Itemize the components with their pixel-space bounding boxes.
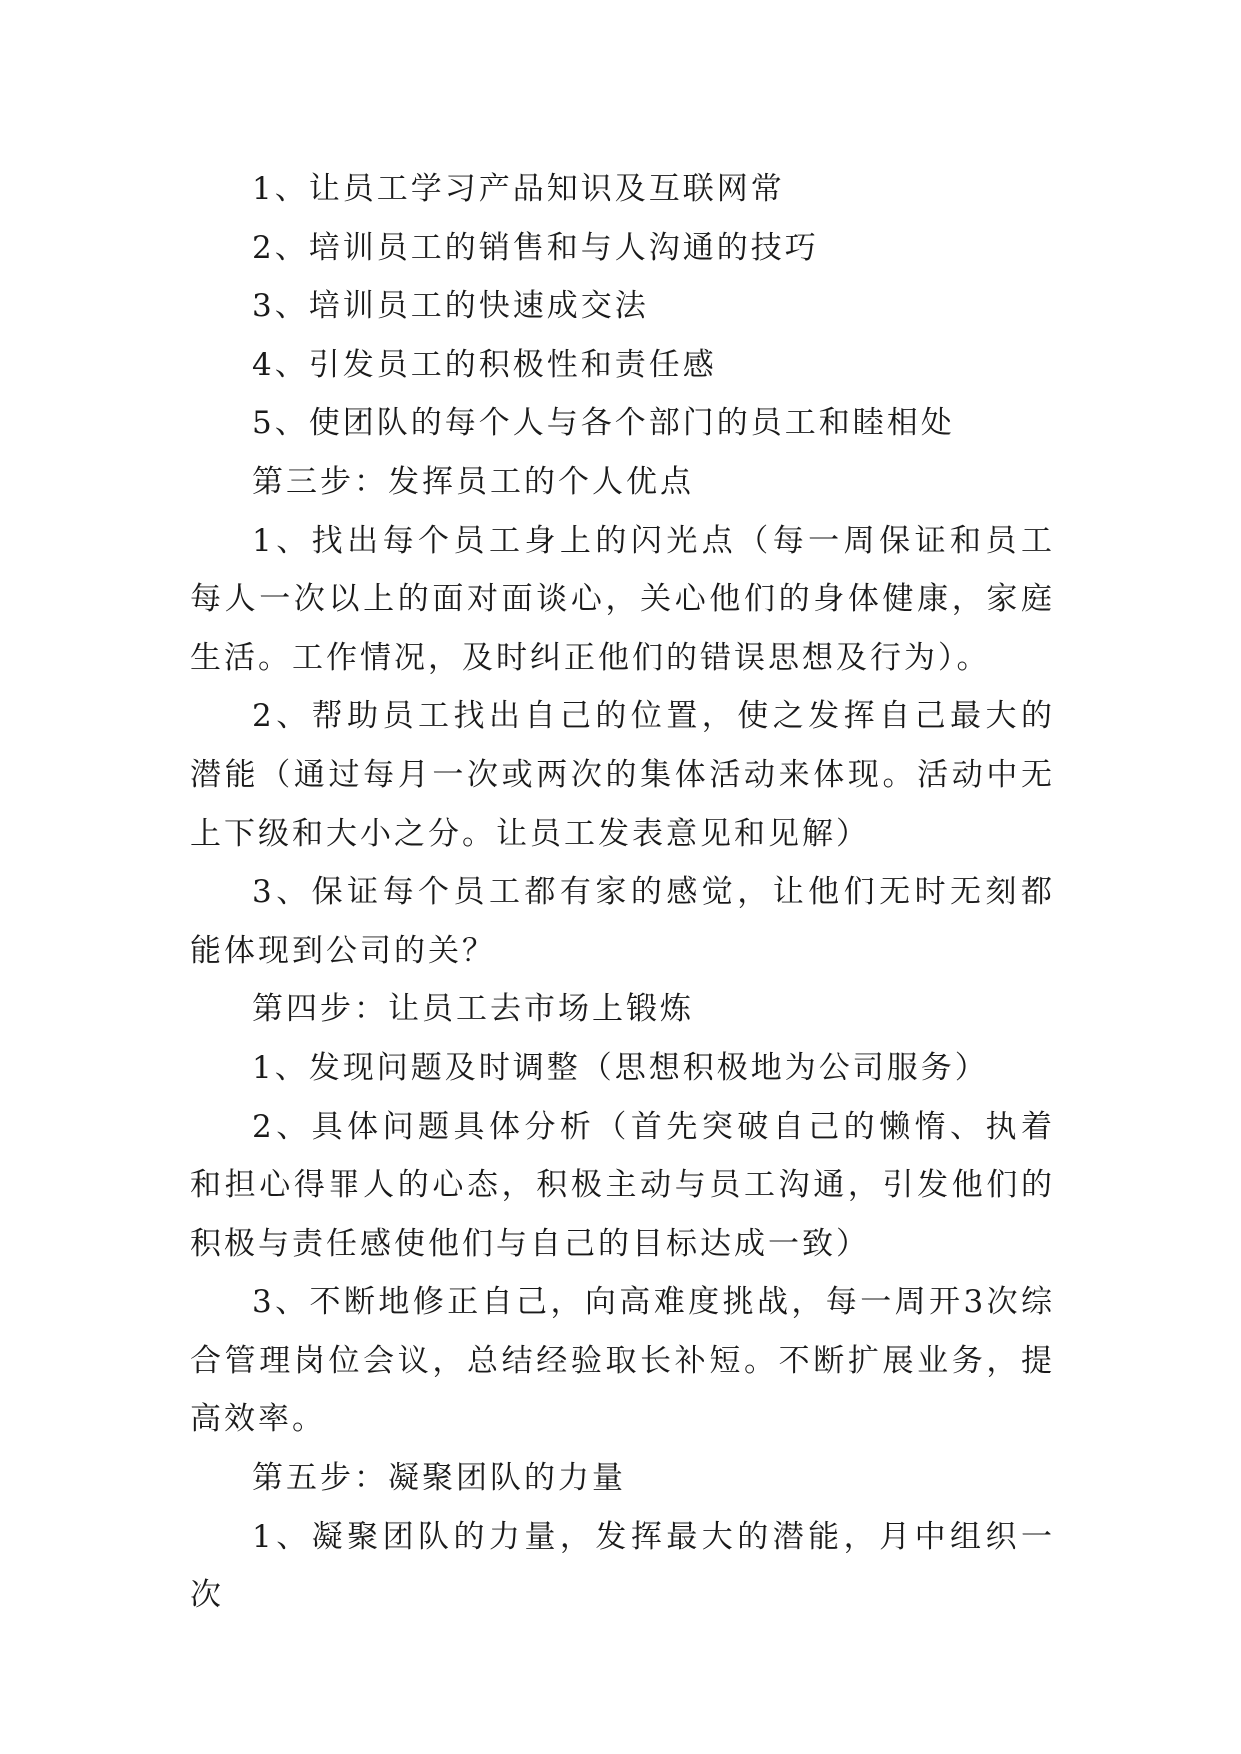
list-item-motivation: 4、引发员工的积极性和责任感 xyxy=(252,346,717,383)
section-heading-step-five: 第五步：凝聚团队的力量 xyxy=(252,1460,626,1497)
list-item-team-harmony: 5、使团队的每个人与各个部门的员工和睦相处 xyxy=(252,405,955,442)
section-heading-step-three: 第三步：发挥员工的个人优点 xyxy=(252,463,694,500)
section-heading-step-four: 第四步：让员工去市场上锻炼 xyxy=(252,991,694,1028)
list-item-fast-closing: 3、培训员工的快速成交法 xyxy=(252,288,649,325)
list-item-learn-product: 1、让员工学习产品知识及互联网常 xyxy=(252,171,785,207)
paragraph-team-cohesion: 1、凝聚团队的力量，发挥最大的潜能，月中组织一次 xyxy=(190,1518,1055,1614)
paragraph-find-strengths: 1、找出每个员工身上的闪光点（每一周保证和员工每人一次以上的面对面谈心，关心他们的身体健康，家庭生活。工作情况，及时纠正他们的错误思想及行为）。 xyxy=(190,522,1055,676)
paragraph-self-improvement: 3、不断地修正自己，向高难度挑战，每一周开3次综合管理岗位会议，总结经验取长补短。不断扩展业务，提高效率。 xyxy=(190,1284,1055,1438)
paragraph-adjust-problems: 1、发现问题及时调整（思想积极地为公司服务） xyxy=(252,1049,989,1086)
paragraph-analyze-problems: 2、具体问题具体分析（首先突破自己的懒惰、执着和担心得罪人的心态，积极主动与员工沟通，引发他们的积极与责任感使他们与自己的目标达成一致） xyxy=(190,1108,1055,1262)
list-item-sales-skills: 2、培训员工的销售和与人沟通的技巧 xyxy=(252,229,819,266)
paragraph-sense-of-home: 3、保证每个员工都有家的感觉，让他们无时无刻都能体现到公司的关？ xyxy=(190,874,1055,969)
document-body xyxy=(190,160,1055,1625)
paragraph-find-position: 2、帮助员工找出自己的位置，使之发挥自己最大的潜能（通过每月一次或两次的集体活动来体现。活动中无上下级和大小之分。让员工发表意见和见解） xyxy=(190,698,1055,852)
